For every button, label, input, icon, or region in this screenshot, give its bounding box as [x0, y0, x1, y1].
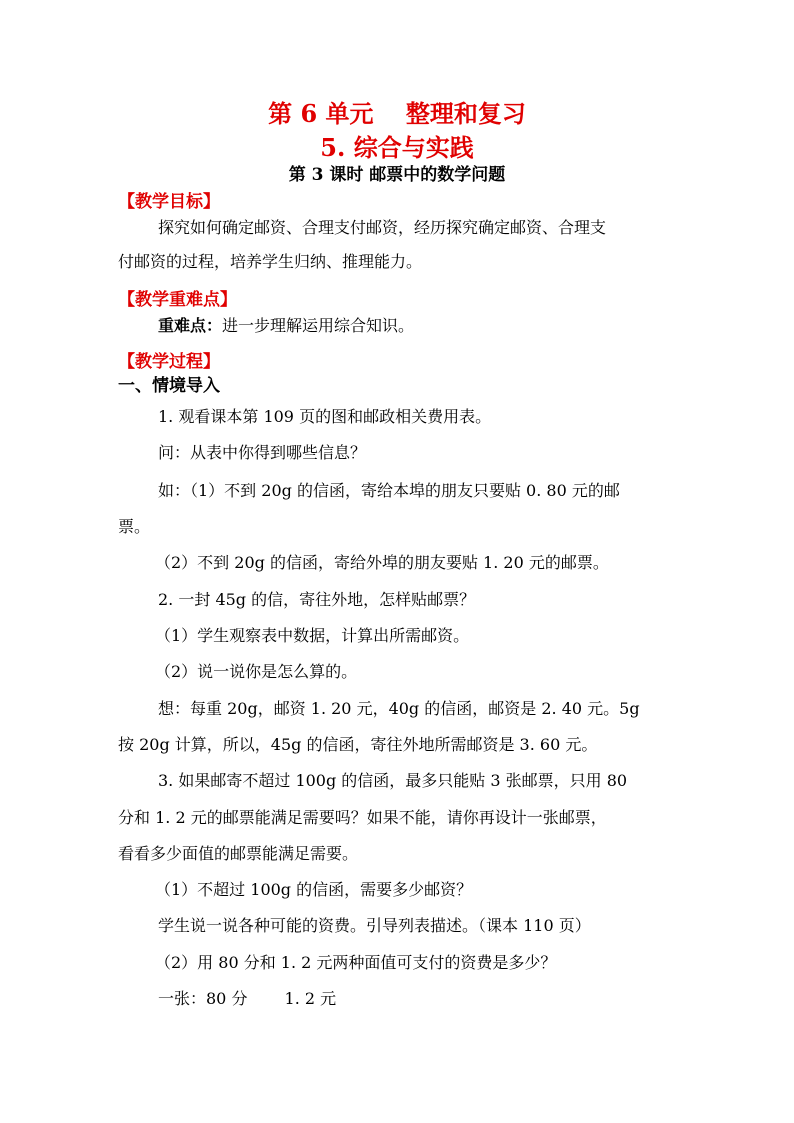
goals-line-1: 探究如何确定邮资、合理支付邮资，经历探究确定邮资、合理支: [158, 218, 607, 237]
process-line: 学生说一说各种可能的资费。引导列表描述。（课本 110 页）: [158, 916, 591, 935]
process-line: 分和 1. 2 元的邮票能满足需要吗？如果不能，请你再设计一张邮票，: [118, 808, 607, 827]
process-line: 想：每重 20g，邮资 1. 20 元，40g 的信函，邮资是 2. 40 元。5g: [158, 699, 640, 718]
process-line: 如：（1）不到 20g 的信函，寄给本埠的朋友只要贴 0. 80 元的邮: [158, 481, 620, 500]
process-line: （2）说一说你是怎么算的。: [155, 662, 358, 681]
process-line: 一张：80 分 1. 2 元: [158, 989, 337, 1008]
process-line: （2）不到 20g 的信函，寄给外埠的朋友要贴 1. 20 元的邮票。: [155, 553, 609, 572]
process-line: 3. 如果邮寄不超过 100g 的信函，最多只能贴 3 张邮票，只用 80: [158, 771, 628, 790]
goals-heading: 【教学目标】: [118, 192, 220, 212]
unit-title: 第 6 单元 整理和复习: [268, 99, 526, 128]
key-line: [158, 313, 414, 336]
goals-line-2: 付邮资的过程，培养学生归纳、推理能力。: [118, 252, 423, 271]
process-line: 票。: [118, 517, 151, 536]
process-line: 按 20g 计算，所以，45g 的信函，寄往外地所需邮资是 3. 60 元。: [118, 735, 598, 754]
process-line: （1）不超过 100g 的信函，需要多少邮资？: [155, 880, 473, 899]
process-line: 1. 观看课本第 109 页的图和邮政相关费用表。: [158, 407, 492, 426]
part-1-heading: 一、情境导入: [118, 376, 220, 396]
key-label: 重难点：: [158, 316, 223, 335]
section-title: 5. 综合与实践: [320, 133, 474, 162]
key-text: 进一步理解运用综合知识。: [222, 316, 415, 335]
process-line: 问：从表中你得到哪些信息？: [158, 443, 367, 462]
key-heading: 【教学重难点】: [118, 290, 237, 310]
process-heading: 【教学过程】: [118, 352, 220, 372]
process-line: 看看多少面值的邮票能满足需要。: [118, 844, 359, 863]
process-line: （2）用 80 分和 1. 2 元两种面值可支付的资费是多少？: [155, 953, 557, 972]
process-line: 2. 一封 45g 的信，寄往外地，怎样贴邮票？: [158, 590, 476, 609]
process-line: （1）学生观察表中数据，计算出所需邮资。: [155, 626, 470, 645]
lesson-title: 第 3 课时 邮票中的数学问题: [288, 165, 506, 185]
